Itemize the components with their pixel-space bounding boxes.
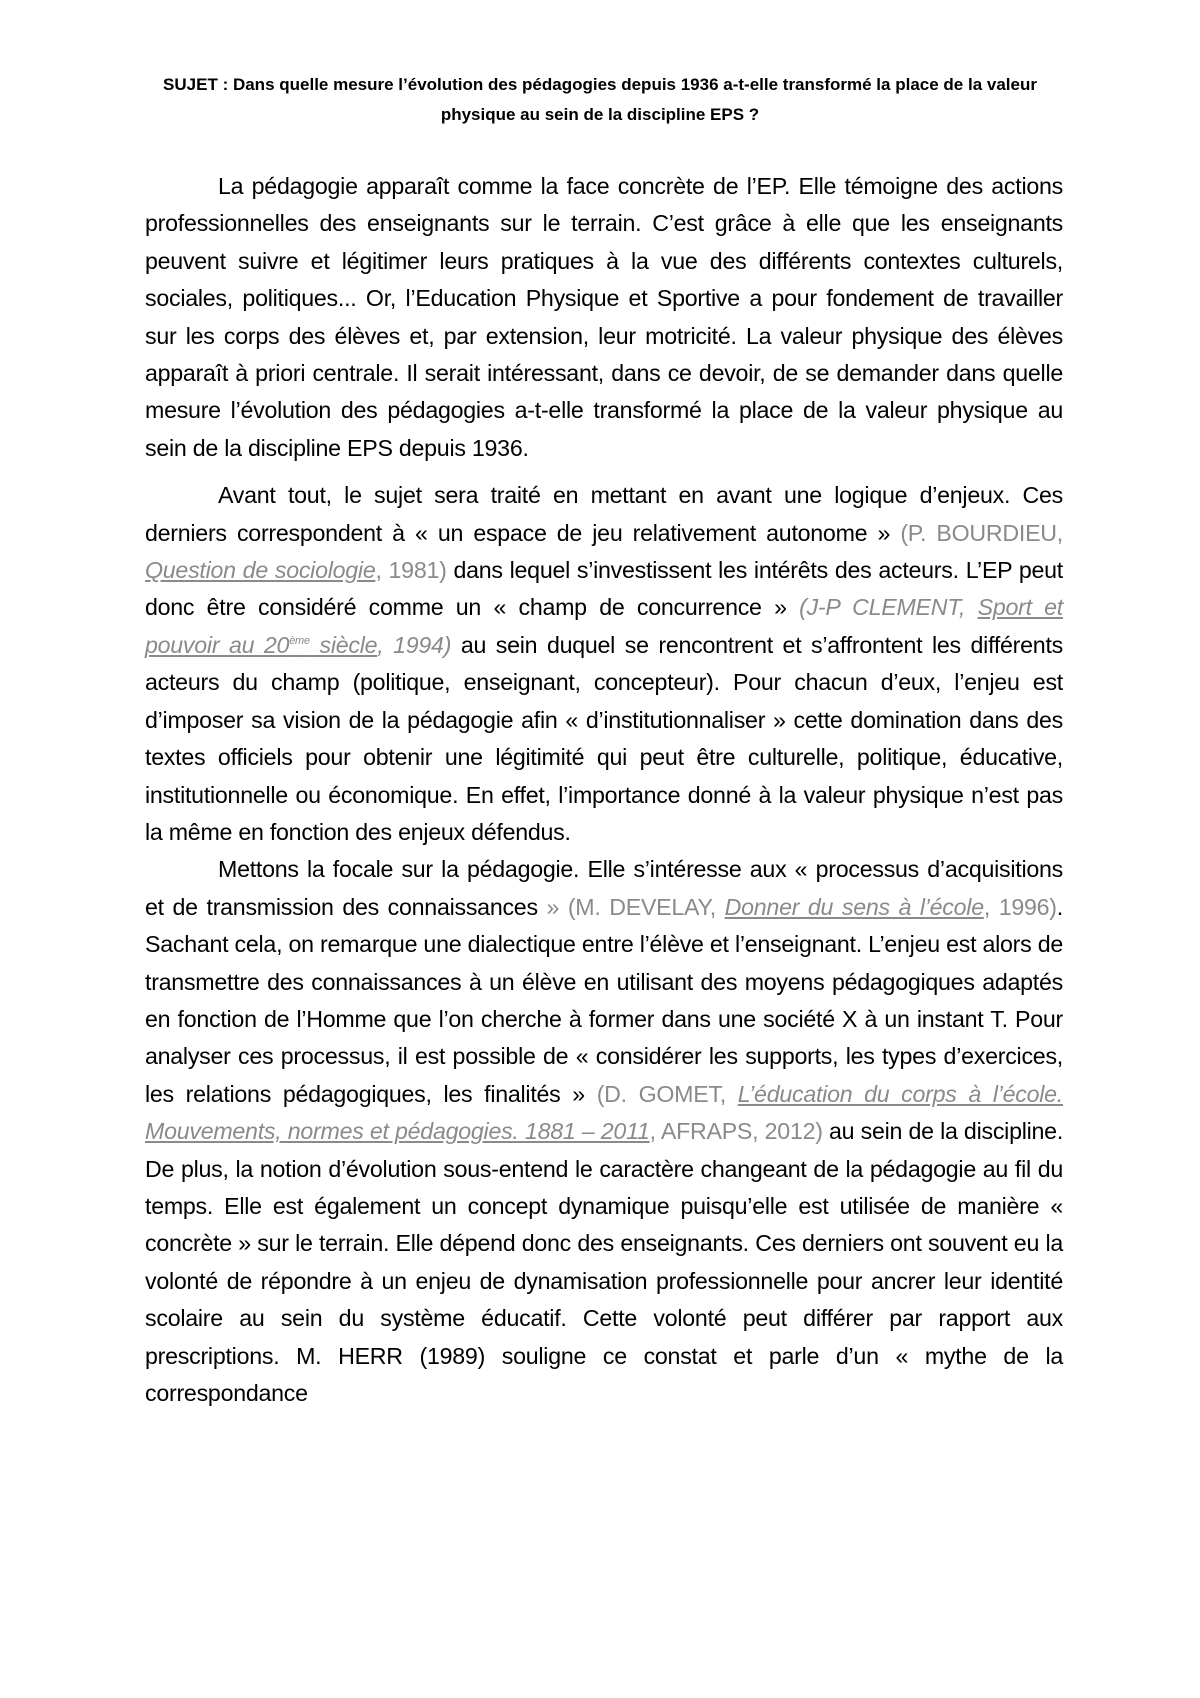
paragraph-intro: La pédagogie apparaît comme la face concrète de l’EP. Elle témoigne des actions professionnelles des enseignants sur le terrain. C’est grâce à elle que les enseignants peuvent suivre et légitimer leurs pratiques à la vue des différents contextes culturels, sociales, politiques... Or, l’Education Physique et Sportive a pour fondement de travailler sur les corps des élèves et, par extension, leur motricité. La valeur physique des élèves apparaît à priori centrale. Il serait intéressant, dans ce devoir, de se demander dans quelle mesure l’évolution des pédagogies a-t-elle transformé la place de la valeur physique au sein de la discipline EPS depuis 1936. (145, 173, 1063, 461)
citation-clement: (J-P CLEMENT, Sport et pouvoir au 20ème siècle, 1994) (145, 594, 1063, 658)
citation-title: Donner du sens à l’école (724, 893, 984, 920)
subject-line-2: physique au sein de la discipline EPS ? (440, 105, 760, 124)
essay-body (145, 168, 1063, 1412)
text-span: au sein de la discipline. De plus, la notion d’évolution sous-entend le caractère changeant de la pédagogie au fil du temps. Elle est également un concept dynamique puisqu’elle est utilisée de manière « concrète » sur le terrain. Elle dépend donc des enseignants. Ces derniers ont souvent eu la volonté de répondre à un enjeu de dynamisation professionnelle pour ancrer leur identité scolaire au sein du système éducatif. Cette volonté peut différer par rapport aux prescriptions. M. HERR (1989) souligne ce constat et parle d’un « mythe de la correspondance (145, 1118, 1064, 1406)
citation-title: Question de sociologie (145, 557, 376, 584)
text-span: Mettons la focale sur la pédagogie. Elle s’intéresse aux « processus d’acquisitions et de transmission des connaissances (145, 856, 1063, 920)
text-span: au sein duquel se rencontrent et s’affrontent les différents acteurs du champ (politique, enseignant, concepteur). Pour chacun d’eux, l’enjeu est d’imposer sa vision de la pédagogie afin « d’institutionnaliser » cette domination dans des textes officiels pour obtenir une légitimité qui peut être culturelle, politique, éducative, institutionnelle ou économique. En effet, l’importance donné à la valeur physique n’est pas la même en fonction des enjeux défendus. (145, 631, 1063, 845)
citation-title: Sport et pouvoir au 20ème siècle (145, 594, 1063, 658)
paragraph-enjeux (145, 477, 1063, 851)
subject-line-1: SUJET : Dans quelle mesure l’évolution des pédagogies depuis 1936 a-t-elle transformé la place de la valeur (163, 75, 1037, 94)
paragraph-pedagogie (145, 851, 1063, 1412)
citation-title: L’éducation du corps à l’école. Mouvements, normes et pédagogies. 1881 – 2011 (145, 1080, 1063, 1145)
subject-heading (120, 70, 1080, 130)
text-span: . Sachant cela, on remarque une dialectique entre l’élève et l’enseignant. L’enjeu est alors de transmettre des connaissances à un élève en utilisant des moyens pédagogiques adaptés en fonction de l’Homme que l’on cherche à former dans une société X à un instant T. Pour analyser ces processus, il est possible de « considérer les supports, les types d’exercices, les relations pédagogiques, les finalités » (145, 893, 1063, 1107)
citation-gomet: (D. GOMET, L’éducation du corps à l’école. Mouvements, normes et pédagogies. 1881 – 2011, AFRAPS, 2012) (145, 1080, 1063, 1145)
text-span: Avant tout, le sujet sera traité en mettant en avant une logique d’enjeux. Ces derniers correspondent à « un espace de jeu relativement autonome » (145, 482, 1063, 546)
citation-bourdieu: (P. BOURDIEU, Question de sociologie, 1981) (145, 519, 1063, 584)
citation-develay: » (M. DEVELAY, Donner du sens à l’école, 1996) (546, 893, 1057, 920)
text-span: dans lequel s’investissent les intérêts des acteurs. L’EP peut donc être considéré comme un « champ de concurrence » (145, 557, 1063, 621)
